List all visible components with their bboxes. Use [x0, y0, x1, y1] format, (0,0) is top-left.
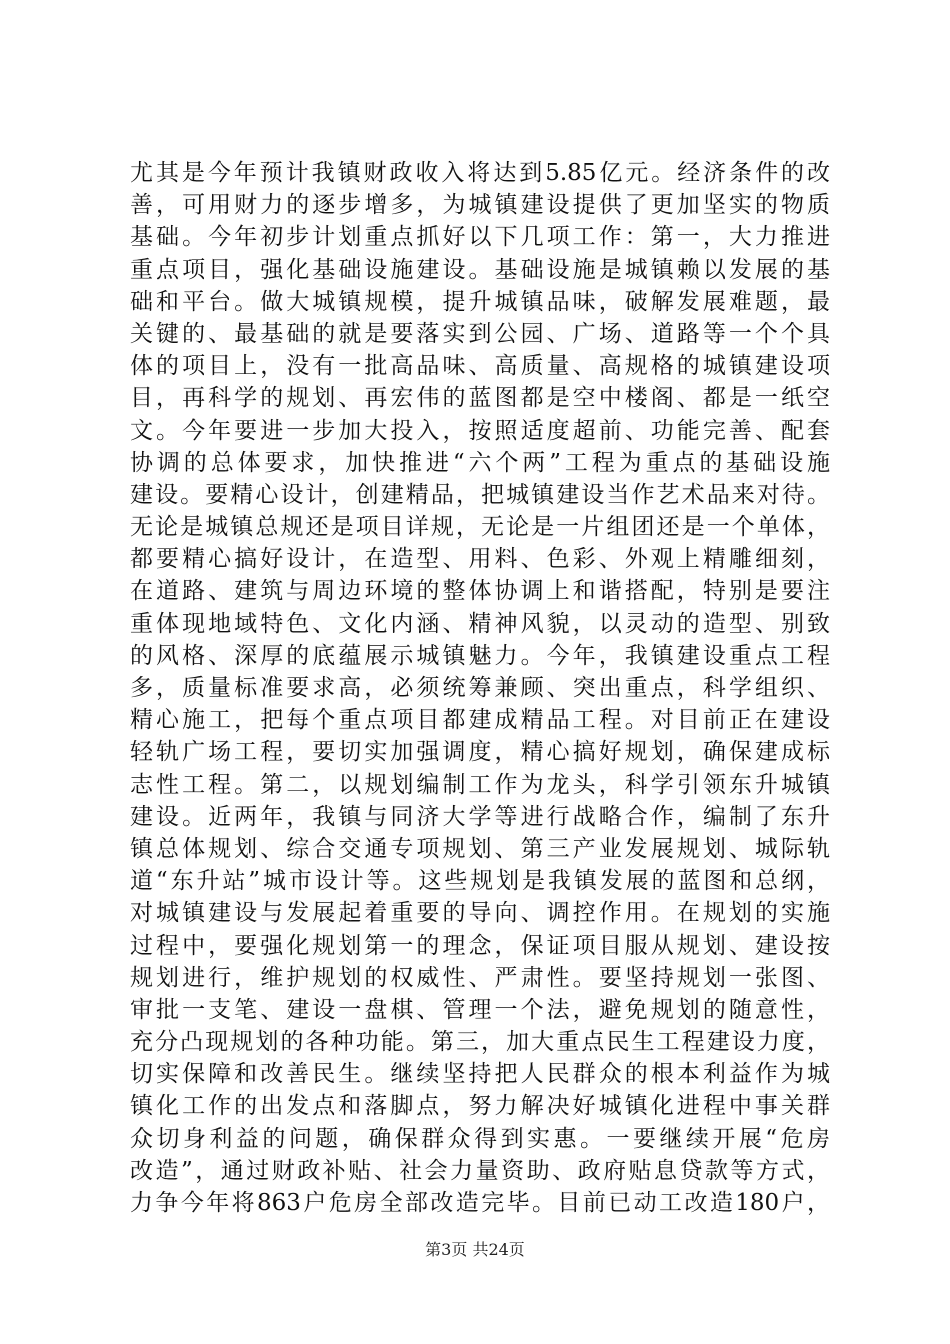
text-line: 精心施工，把每个重点项目都建成精品工程。对目前正在建设 [130, 707, 830, 734]
text-line: 基础。今年初步计划重点抓好以下几项工作：第一，大力推进 [130, 224, 830, 251]
text-line: 镇化工作的出发点和落脚点，努力解决好城镇化进程中事关群 [130, 1093, 830, 1120]
text-line: 重体现地域特色、文化内涵、精神风貌，以灵动的造型、别致 [130, 610, 830, 637]
text-line: 在道路、建筑与周边环境的整体协调上和谐搭配，特别是要注 [130, 578, 830, 605]
text-line: 础和平台。做大城镇规模，提升城镇品味，破解发展难题，最 [130, 288, 830, 315]
text-line: 体的项目上，没有一批高品味、高质量、高规格的城镇建设项 [130, 353, 830, 380]
text-line: 尤其是今年预计我镇财政收入将达到5.85亿元。经济条件的改 [130, 160, 830, 186]
text-line: 的风格、深厚的底蕴展示城镇魅力。今年，我镇建设重点工程 [130, 642, 830, 669]
text-line: 众切身利益的问题，确保群众得到实惠。一要继续开展“危房 [130, 1125, 830, 1152]
text-line: 协调的总体要求，加快推进“六个两”工程为重点的基础设施 [130, 449, 830, 476]
text-line: 规划进行，维护规划的权威性、严肃性。要坚持规划一张图、 [130, 964, 830, 991]
text-line: 道“东升站”城市设计等。这些规划是我镇发展的蓝图和总纲， [130, 868, 830, 895]
text-line: 镇总体规划、综合交通专项规划、第三产业发展规划、城际轨 [130, 835, 830, 862]
text-line: 目，再科学的规划、再宏伟的蓝图都是空中楼阁、都是一纸空 [130, 385, 830, 412]
text-line: 力争今年将863户危房全部改造完毕。目前已动工改造180户， [130, 1190, 830, 1216]
text-line: 志性工程。第二，以规划编制工作为龙头，科学引领东升城镇 [130, 771, 830, 798]
text-line: 过程中，要强化规划第一的理念，保证项目服从规划、建设按 [130, 932, 830, 959]
text-line: 建设。近两年，我镇与同济大学等进行战略合作，编制了东升 [130, 803, 830, 830]
text-line: 改造”，通过财政补贴、社会力量资助、政府贴息贷款等方式， [130, 1157, 830, 1184]
text-line: 对城镇建设与发展起着重要的导向、调控作用。在规划的实施 [130, 900, 830, 927]
text-line: 建设。要精心设计，创建精品，把城镇建设当作艺术品来对待。 [130, 481, 830, 508]
text-line: 善，可用财力的逐步增多，为城镇建设提供了更加坚实的物质 [130, 192, 830, 219]
page-footer: 第3页 共24页 [425, 1240, 525, 1259]
text-line: 充分凸现规划的各种功能。第三，加大重点民生工程建设力度， [130, 1029, 830, 1056]
text-line: 关键的、最基础的就是要落实到公园、广场、道路等一个个具 [130, 320, 830, 347]
text-line: 切实保障和改善民生。继续坚持把人民群众的根本利益作为城 [130, 1061, 830, 1088]
text-line: 都要精心搞好设计，在造型、用料、色彩、外观上精雕细刻， [130, 546, 830, 573]
text-line: 多，质量标准要求高，必须统筹兼顾、突出重点，科学组织、 [130, 675, 830, 701]
text-line: 无论是城镇总规还是项目详规，无论是一片组团还是一个单体， [130, 514, 830, 541]
text-line: 重点项目，强化基础设施建设。基础设施是城镇赖以发展的基 [130, 256, 830, 283]
body-text [130, 157, 830, 1219]
text-line: 审批一支笔、建设一盘棋、管理一个法，避免规划的随意性， [130, 996, 830, 1023]
text-line: 文。今年要进一步加大投入，按照适度超前、功能完善、配套 [130, 417, 830, 444]
text-line: 轻轨广场工程，要切实加强调度，精心搞好规划，确保建成标 [130, 739, 830, 766]
